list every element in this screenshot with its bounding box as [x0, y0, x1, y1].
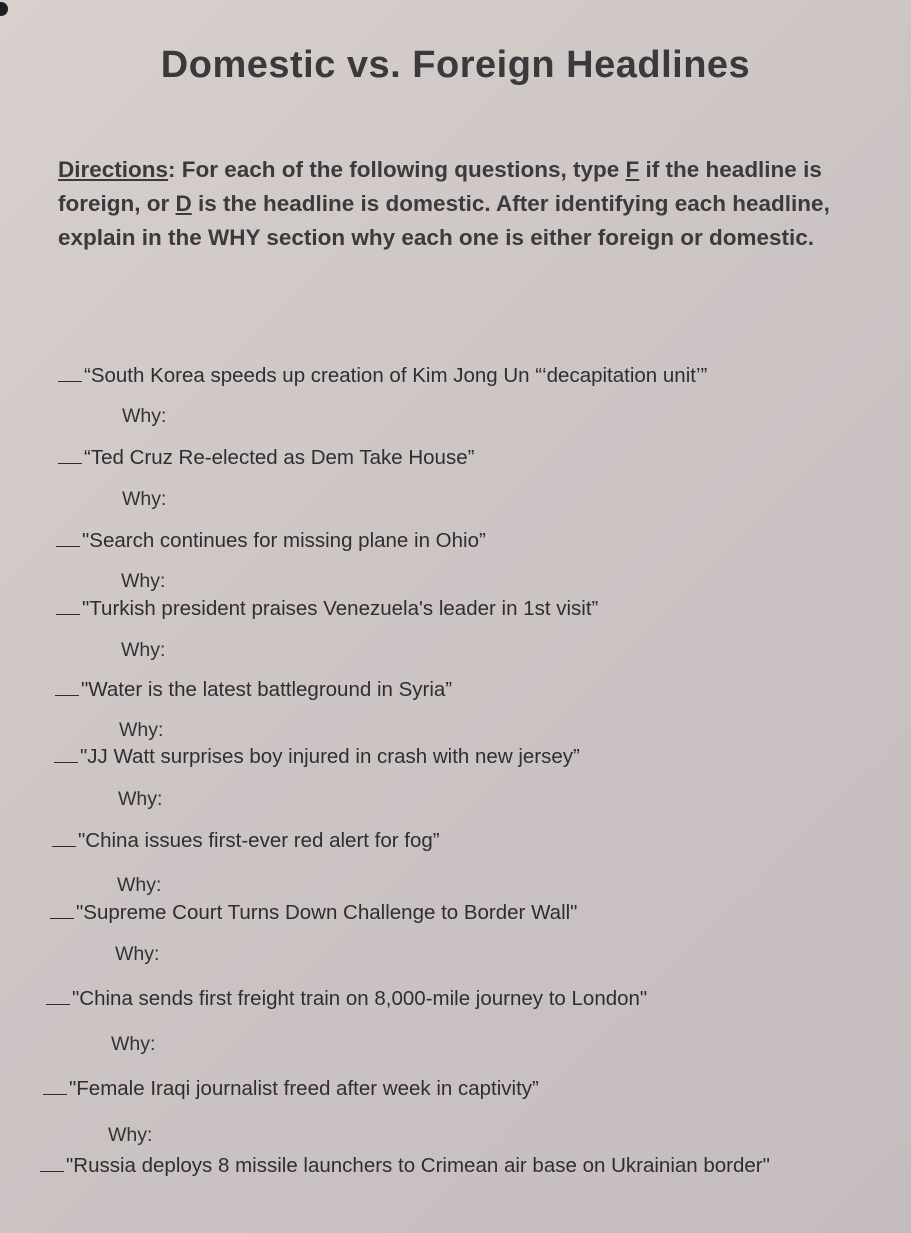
answer-blank[interactable] — [46, 990, 70, 1005]
answer-blank[interactable] — [56, 532, 80, 547]
why-label: Why: — [119, 719, 164, 741]
headline-text: "Russia deploys 8 missile launchers to Crimean air base on Ukrainian border" — [66, 1154, 770, 1177]
answer-blank[interactable] — [58, 449, 82, 464]
headline-text: "Turkish president praises Venezuela's leader in 1st visit” — [82, 597, 599, 620]
headline-text: "China issues first-ever red alert for fog” — [78, 829, 440, 852]
foreign-letter: F — [625, 157, 640, 182]
answer-blank[interactable] — [50, 904, 74, 919]
why-label: Why: — [118, 788, 163, 810]
headline-item[interactable] — [56, 529, 486, 553]
answer-blank[interactable] — [43, 1080, 67, 1095]
headline-item[interactable] — [58, 364, 707, 388]
headline-item[interactable] — [46, 987, 647, 1011]
directions-text-c: is the headline is domestic. After identifying each headline, explain in the WHY section why each one is either foreign or domestic. — [58, 191, 830, 250]
page-title: Domestic vs. Foreign Headlines — [160, 44, 751, 86]
headline-text: “Ted Cruz Re-elected as Dem Take House” — [84, 446, 475, 469]
directions-label: Directions — [58, 157, 169, 182]
headline-item[interactable] — [52, 829, 440, 853]
directions-text-a: : For each of the following questions, type — [168, 157, 626, 182]
answer-blank[interactable] — [55, 681, 79, 696]
directions-text-b: if the headline is foreign, or — [58, 157, 822, 216]
answer-blank[interactable] — [58, 367, 82, 382]
headline-item[interactable] — [40, 1154, 770, 1178]
answer-blank[interactable] — [56, 600, 80, 615]
why-label: Why: — [122, 405, 167, 427]
headline-item[interactable] — [54, 745, 580, 769]
answer-blank[interactable] — [52, 832, 76, 847]
headline-text: "Female Iraqi journalist freed after week in captivity” — [69, 1077, 539, 1100]
why-label: Why: — [115, 943, 160, 965]
headline-item[interactable] — [58, 446, 474, 470]
directions-paragraph — [58, 153, 898, 255]
headline-item[interactable] — [55, 678, 452, 702]
headline-text: "Search continues for missing plane in Ohio” — [82, 529, 486, 552]
headline-item[interactable] — [43, 1077, 539, 1101]
why-label: Why: — [122, 488, 167, 510]
domestic-letter: D — [175, 191, 192, 216]
why-label: Why: — [117, 874, 162, 896]
headline-text: “South Korea speeds up creation of Kim Jong Un “‘decapitation unit’” — [84, 364, 708, 387]
binder-hole — [0, 2, 8, 16]
headline-text: "Supreme Court Turns Down Challenge to Border Wall" — [76, 901, 578, 924]
headline-text: "JJ Watt surprises boy injured in crash with new jersey” — [80, 745, 580, 768]
headline-item[interactable] — [50, 901, 577, 925]
why-label: Why: — [108, 1124, 153, 1146]
headline-item[interactable] — [56, 597, 598, 621]
answer-blank[interactable] — [54, 748, 78, 763]
headline-text: "China sends first freight train on 8,000-mile journey to London" — [72, 987, 648, 1010]
answer-blank[interactable] — [40, 1157, 64, 1172]
headline-text: "Water is the latest battleground in Syria” — [81, 678, 453, 701]
why-label: Why: — [121, 570, 166, 592]
why-label: Why: — [111, 1033, 156, 1055]
why-label: Why: — [121, 639, 166, 661]
